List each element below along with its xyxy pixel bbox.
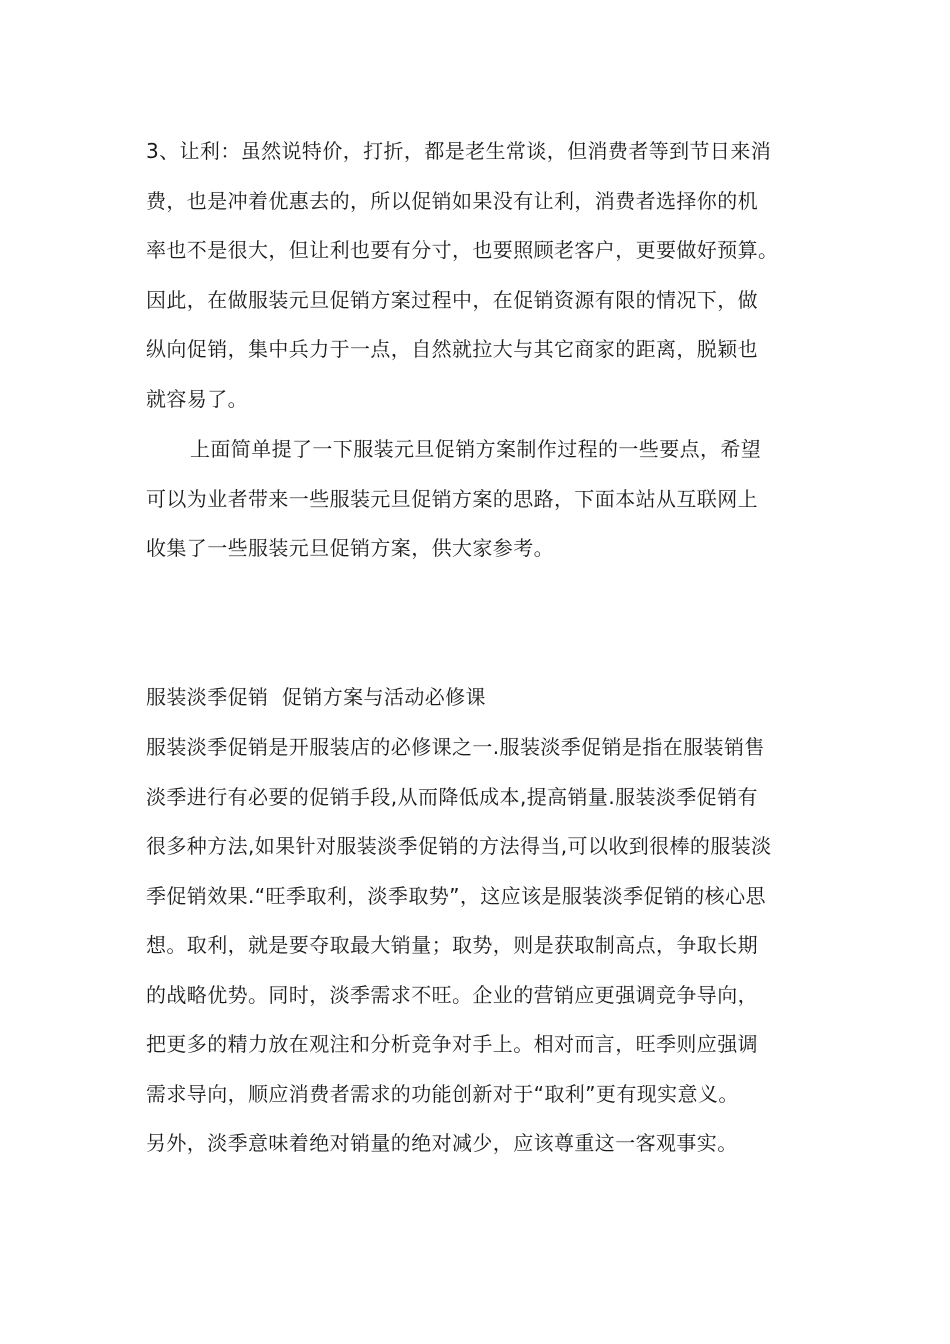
text-line: 就容易了。	[146, 386, 248, 411]
text-line: 另外，淡季意味着绝对销量的绝对减少，应该尊重这一客观事实。	[146, 1131, 738, 1155]
text-line: 的战略优势。同时，淡季需求不旺。企业的营销应更强调竞争导向，	[146, 982, 758, 1007]
text-line: 很多种方法,如果针对服装淡季促销的方法得当,可以收到很棒的服装淡	[146, 834, 772, 858]
text-line: 把更多的精力放在观注和分析竞争对手上。相对而言，旺季则应强调	[146, 1032, 758, 1056]
text-line: 收集了一些服装元旦促销方案，供大家参考。	[146, 536, 554, 560]
paragraph-concession	[146, 127, 846, 424]
text-line: 可以为业者带来一些服装元旦促销方案的思路，下面本站从互联网上	[146, 486, 758, 511]
section-title-text: 服装淡季促销 促销方案与活动必修课	[146, 685, 486, 709]
text-line: 上面简单提了一下服装元旦促销方案制作过程的一些要点，希望	[190, 437, 762, 461]
text-line: 服装淡季促销是开服装店的必修课之一.服装淡季促销是指在服装销售	[146, 735, 765, 759]
text-line: 率也不是很大，但让利也要有分寸，也要照顾老客户，更要做好预算。	[146, 238, 779, 262]
paragraph-summary	[146, 425, 846, 574]
text-line: 淡季进行有必要的促销手段,从而降低成本,提高销量.服装淡季促销有	[146, 784, 758, 809]
text-line: 纵向促销，集中兵力于一点，自然就拉大与其它商家的距离，脱颖也	[146, 337, 758, 361]
text-line: 需求导向，顺应消费者需求的功能创新对于“取利”更有现实意义。	[146, 1081, 739, 1106]
text-line: 3、让利：虽然说特价，打折，都是老生常谈，但消费者等到节日来消	[146, 139, 772, 163]
paragraph-off-season-promotion	[146, 723, 846, 1169]
section-title	[146, 673, 846, 723]
text-line: 季促销效果.“旺季取利，淡季取势”，这应该是服装淡季促销的核心思	[146, 883, 766, 908]
text-line: 因此，在做服装元旦促销方案过程中，在促销资源有限的情况下，做	[146, 287, 758, 312]
text-line: 想。取利，就是要夺取最大销量；取势，则是获取制高点，争取长期	[146, 933, 758, 957]
text-line: 费，也是冲着优惠去的，所以促销如果没有让利，消费者选择你的机	[146, 188, 758, 213]
